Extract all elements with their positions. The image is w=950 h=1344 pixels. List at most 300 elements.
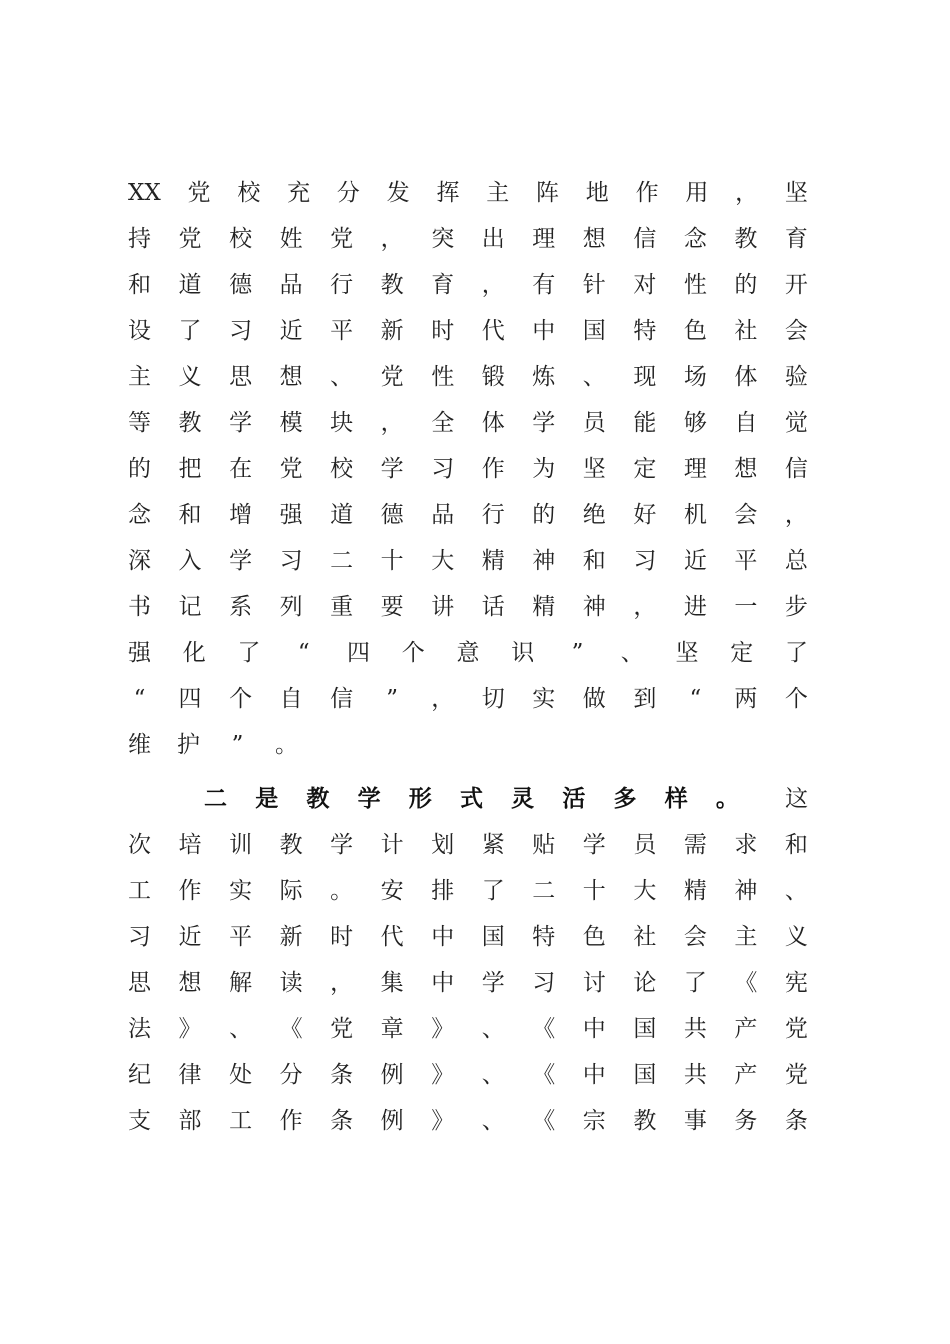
- text-char: 读: [279, 970, 303, 996]
- text-char: 书: [128, 594, 151, 620]
- text-char: 工: [229, 1108, 253, 1134]
- text-char: 开: [784, 272, 808, 298]
- text-char: 列: [279, 594, 303, 620]
- text-line: [128, 308, 808, 354]
- text-char: 习: [128, 924, 151, 950]
- text-char: 宪: [784, 970, 808, 996]
- text-char: 特: [633, 318, 657, 344]
- text-char: 想: [734, 456, 758, 482]
- text-char: 需: [683, 832, 707, 858]
- text-char: 中: [431, 970, 455, 996]
- text-char: 的: [532, 502, 556, 528]
- text-line: [128, 630, 808, 676]
- text-char: 中: [532, 318, 556, 344]
- text-char: 念: [128, 502, 151, 528]
- text-char: 事: [683, 1108, 707, 1134]
- text-char: 为: [532, 456, 556, 482]
- heading-char: 式: [459, 785, 483, 812]
- text-char: 学: [582, 832, 606, 858]
- text-char: 地: [585, 180, 609, 206]
- text-char: 校: [330, 456, 354, 482]
- text-char: 十: [582, 878, 606, 904]
- text-char: 讨: [582, 970, 606, 996]
- text-char: 育: [784, 226, 808, 252]
- text-char: 作: [635, 180, 659, 206]
- text-char: 锻: [481, 364, 505, 390]
- text-char: 中: [431, 924, 455, 950]
- text-char: 把: [178, 456, 202, 482]
- text-char: 四: [178, 686, 202, 712]
- text-char: 性: [683, 272, 707, 298]
- text-char: 习: [431, 456, 455, 482]
- text-char: 学: [481, 970, 505, 996]
- heading-char: 活: [562, 785, 586, 812]
- text-char: 时: [330, 924, 354, 950]
- text-char: XX: [128, 180, 161, 206]
- text-char: 例: [380, 1108, 404, 1134]
- text-char: 教: [633, 1108, 657, 1134]
- text-char: 切: [481, 686, 505, 712]
- text-line: [128, 446, 808, 492]
- text-char: 深: [128, 548, 151, 574]
- text-char: 针: [582, 272, 606, 298]
- text-char: 定: [730, 640, 754, 666]
- text-char: 姓: [279, 226, 303, 252]
- text-char: 识: [511, 640, 535, 666]
- text-char: 步: [784, 594, 808, 620]
- text-char: 党: [178, 226, 202, 252]
- text-char: 要: [380, 594, 404, 620]
- text-line: [128, 1006, 808, 1052]
- text-char: 全: [431, 410, 455, 436]
- text-char: 、: [582, 364, 606, 390]
- text-char: 、: [481, 1108, 505, 1134]
- text-char: 坚: [784, 180, 808, 206]
- heading-char: 样: [664, 785, 688, 812]
- text-char: 条: [330, 1062, 354, 1088]
- text-char: 。: [275, 732, 298, 758]
- text-char: 中: [582, 1062, 606, 1088]
- text-char: 新: [380, 318, 404, 344]
- text-char: 信: [330, 686, 354, 712]
- text-char: 个: [401, 640, 425, 666]
- text-char: 德: [229, 272, 253, 298]
- heading-char: 灵: [511, 785, 535, 812]
- text-char: 主: [128, 364, 151, 390]
- text-char: 员: [582, 410, 606, 436]
- text-char: 觉: [784, 410, 808, 436]
- text-char: 条: [784, 1108, 808, 1134]
- text-char: 系: [229, 594, 253, 620]
- text-char: 在: [229, 456, 253, 482]
- text-char: 化: [182, 640, 206, 666]
- text-char: 十: [380, 548, 404, 574]
- text-char: 党: [330, 226, 354, 252]
- text-char: 作: [178, 878, 202, 904]
- text-char: 、: [620, 640, 644, 666]
- text-char: 思: [128, 970, 151, 996]
- text-char: 强: [279, 502, 303, 528]
- text-char: 》: [431, 1108, 455, 1134]
- text-char: 习: [229, 318, 253, 344]
- text-char: 念: [683, 226, 707, 252]
- text-char: 产: [734, 1016, 758, 1042]
- text-char: 理: [532, 226, 556, 252]
- text-char: 法: [128, 1016, 151, 1042]
- text-char: 习: [532, 970, 556, 996]
- text-char: 》: [431, 1016, 455, 1042]
- text-char: 阵: [536, 180, 559, 206]
- text-char: 排: [431, 878, 455, 904]
- text-char: 》: [431, 1062, 455, 1088]
- text-char: 《: [532, 1062, 556, 1088]
- heading-char: 形: [408, 785, 432, 812]
- heading-continuation: 这: [785, 786, 808, 812]
- text-char: 能: [633, 410, 657, 436]
- text-char: 性: [431, 364, 455, 390]
- text-char: 想: [582, 226, 606, 252]
- text-line: [128, 1098, 808, 1144]
- text-char: 和: [582, 548, 606, 574]
- text-char: 坚: [675, 640, 699, 666]
- text-char: 近: [178, 924, 202, 950]
- text-char: 、: [481, 1016, 505, 1042]
- text-char: 行: [481, 502, 505, 528]
- text-char: 社: [734, 318, 758, 344]
- text-char: 党: [187, 180, 211, 206]
- text-char: ，: [380, 226, 404, 252]
- heading-char: 学: [357, 785, 381, 812]
- text-char: 维: [128, 732, 151, 758]
- text-line: [128, 822, 808, 868]
- text-char: 和: [128, 272, 151, 298]
- text-char: 安: [380, 878, 404, 904]
- text-line: [128, 216, 808, 262]
- text-char: 义: [178, 364, 202, 390]
- text-char: 、: [229, 1016, 253, 1042]
- text-char: 德: [380, 502, 404, 528]
- text-char: 党: [330, 1016, 354, 1042]
- text-char: 用: [685, 180, 709, 206]
- text-char: 处: [229, 1062, 253, 1088]
- text-char: 划: [431, 832, 455, 858]
- text-char: ”: [386, 686, 399, 712]
- text-char: 章: [380, 1016, 404, 1042]
- text-line: [128, 676, 808, 722]
- text-line: [128, 584, 808, 630]
- text-char: 出: [481, 226, 505, 252]
- text-char: 《: [532, 1108, 556, 1134]
- text-char: 坚: [582, 456, 606, 482]
- text-char: 共: [683, 1062, 707, 1088]
- text-char: 集: [380, 970, 404, 996]
- text-char: 分: [279, 1062, 303, 1088]
- text-char: 校: [229, 226, 253, 252]
- text-char: ，: [380, 410, 404, 436]
- text-char: 社: [633, 924, 657, 950]
- text-char: 好: [633, 502, 657, 528]
- text-char: 义: [784, 924, 808, 950]
- text-char: 色: [582, 924, 606, 950]
- text-char: 务: [734, 1108, 758, 1134]
- text-char: 次: [128, 832, 151, 858]
- text-char: 设: [128, 318, 151, 344]
- text-char: 一: [734, 594, 758, 620]
- text-char: 贴: [532, 832, 556, 858]
- text-char: 学: [229, 410, 253, 436]
- text-char: 紧: [481, 832, 505, 858]
- text-char: 品: [279, 272, 303, 298]
- text-char: 定: [633, 456, 657, 482]
- text-char: 作: [279, 1108, 303, 1134]
- heading-char: 多: [613, 785, 637, 812]
- text-char: 现: [633, 364, 657, 390]
- text-char: 实: [229, 878, 253, 904]
- text-char: 模: [279, 410, 303, 436]
- text-char: 场: [683, 364, 707, 390]
- text-char: 平: [330, 318, 354, 344]
- text-char: 习: [279, 548, 303, 574]
- heading-char: 。: [715, 785, 739, 812]
- text-char: 作: [481, 456, 505, 482]
- text-char: 新: [279, 924, 303, 950]
- text-char: 培: [178, 832, 202, 858]
- text-char: 色: [683, 318, 707, 344]
- text-char: 充: [287, 180, 311, 206]
- text-char: 想: [279, 364, 303, 390]
- text-line: [128, 914, 808, 960]
- text-char: 神: [582, 594, 606, 620]
- text-char: 品: [431, 502, 455, 528]
- text-char: 共: [683, 1016, 707, 1042]
- text-char: 教: [734, 226, 758, 252]
- text-line: [128, 868, 808, 914]
- text-char: 主: [734, 924, 758, 950]
- text-char: 际: [279, 878, 303, 904]
- text-char: “: [689, 686, 702, 712]
- text-char: 个: [784, 686, 808, 712]
- text-char: 炼: [532, 364, 556, 390]
- heading-char: 二: [204, 785, 227, 812]
- text-char: 护: [177, 732, 200, 758]
- text-char: 做: [582, 686, 606, 712]
- text-char: 党: [784, 1016, 808, 1042]
- text-char: 行: [330, 272, 354, 298]
- text-char: 发: [386, 180, 410, 206]
- text-char: 增: [229, 502, 253, 528]
- text-line: [128, 960, 808, 1006]
- text-char: 挥: [436, 180, 460, 206]
- text-char: 近: [279, 318, 303, 344]
- text-char: 产: [734, 1062, 758, 1088]
- text-char: 、: [481, 1062, 505, 1088]
- text-char: 工: [128, 878, 151, 904]
- text-char: 了: [237, 640, 261, 666]
- text-char: 意: [456, 640, 480, 666]
- text-char: 了: [178, 318, 202, 344]
- text-char: 讲: [431, 594, 455, 620]
- text-char: 学: [229, 548, 253, 574]
- text-char: 条: [330, 1108, 354, 1134]
- text-char: 主: [486, 180, 510, 206]
- text-char: 想: [178, 970, 202, 996]
- text-char: 员: [633, 832, 657, 858]
- text-char: 神: [532, 548, 556, 574]
- text-char: 学: [330, 832, 354, 858]
- text-char: 会: [784, 318, 808, 344]
- text-char: ，: [431, 686, 455, 712]
- text-char: 二: [330, 548, 354, 574]
- text-char: 国: [633, 1062, 657, 1088]
- text-char: 了: [683, 970, 707, 996]
- text-char: 分: [336, 180, 360, 206]
- section-heading: [204, 776, 739, 822]
- text-char: 》: [178, 1016, 202, 1042]
- text-char: 求: [734, 832, 758, 858]
- text-char: 代: [481, 318, 505, 344]
- text-line: [128, 354, 808, 400]
- text-char: 例: [380, 1062, 404, 1088]
- text-line: [128, 400, 808, 446]
- text-char: 代: [380, 924, 404, 950]
- text-char: “: [297, 640, 310, 666]
- text-char: 解: [229, 970, 253, 996]
- paragraph-2-first-line: [204, 776, 808, 822]
- heading-char: 是: [255, 785, 279, 812]
- text-char: 党: [784, 1062, 808, 1088]
- text-char: 国: [481, 924, 505, 950]
- text-char: ”: [231, 732, 244, 758]
- text-char: 国: [582, 318, 606, 344]
- text-char: 自: [279, 686, 303, 712]
- text-char: 时: [431, 318, 455, 344]
- text-char: 体: [481, 410, 505, 436]
- text-char: 部: [178, 1108, 202, 1134]
- text-char: 中: [582, 1016, 606, 1042]
- text-char: 道: [178, 272, 202, 298]
- text-char: 等: [128, 410, 151, 436]
- text-char: 信: [633, 226, 657, 252]
- text-char: 计: [380, 832, 404, 858]
- text-char: ，: [633, 594, 657, 620]
- text-line: [128, 170, 808, 216]
- text-char: 宗: [582, 1108, 606, 1134]
- text-char: 近: [683, 548, 707, 574]
- text-char: 自: [734, 410, 758, 436]
- text-char: 进: [683, 594, 707, 620]
- text-char: 教: [178, 410, 202, 436]
- text-char: 的: [128, 456, 151, 482]
- text-char: 会: [734, 502, 758, 528]
- text-char: 道: [330, 502, 354, 528]
- text-char: 机: [683, 502, 707, 528]
- text-char: 思: [229, 364, 253, 390]
- text-char: 和: [178, 502, 202, 528]
- text-char: 两: [734, 686, 758, 712]
- text-char: 教: [279, 832, 303, 858]
- text-char: ”: [571, 640, 584, 666]
- text-char: 强: [128, 640, 151, 666]
- text-line: [128, 262, 808, 308]
- text-char: 平: [734, 548, 758, 574]
- text-char: 《: [532, 1016, 556, 1042]
- heading-char: 教: [306, 785, 330, 812]
- text-char: 了: [481, 878, 505, 904]
- text-char: 学: [532, 410, 556, 436]
- text-char: 国: [633, 1016, 657, 1042]
- text-char: 理: [683, 456, 707, 482]
- text-char: 突: [431, 226, 455, 252]
- text-char: 和: [784, 832, 808, 858]
- text-char: 党: [380, 364, 404, 390]
- text-line: [128, 1052, 808, 1098]
- text-char: ，: [330, 970, 354, 996]
- text-char: 的: [734, 272, 758, 298]
- text-char: 训: [229, 832, 253, 858]
- text-char: 《: [279, 1016, 303, 1042]
- text-char: 总: [784, 548, 808, 574]
- text-char: 入: [178, 548, 202, 574]
- text-char: 持: [128, 226, 151, 252]
- text-char: 记: [178, 594, 202, 620]
- text-char: 了: [785, 640, 808, 666]
- text-char: 绝: [582, 502, 606, 528]
- text-char: 教: [380, 272, 404, 298]
- text-char: 四: [347, 640, 370, 666]
- text-char: 信: [784, 456, 808, 482]
- text-char: 够: [683, 410, 707, 436]
- text-char: 大: [431, 548, 455, 574]
- text-char: 《: [734, 970, 758, 996]
- text-char: 实: [532, 686, 556, 712]
- text-char: 会: [683, 924, 707, 950]
- text-char: 育: [431, 272, 455, 298]
- text-char: 大: [633, 878, 657, 904]
- text-line: [128, 538, 808, 584]
- text-char: 精: [481, 548, 505, 574]
- text-char: 二: [532, 878, 556, 904]
- text-line: [128, 722, 808, 768]
- text-char: 、: [784, 878, 808, 904]
- text-char: 校: [237, 180, 261, 206]
- text-char: 对: [633, 272, 657, 298]
- text-char: 块: [330, 410, 354, 436]
- text-char: ，: [481, 272, 505, 298]
- text-char: 话: [481, 594, 505, 620]
- text-char: 纪: [128, 1062, 151, 1088]
- text-char: 。: [330, 878, 354, 904]
- text-char: 个: [229, 686, 253, 712]
- text-char: 重: [330, 594, 354, 620]
- text-char: 、: [330, 364, 354, 390]
- text-char: 有: [532, 272, 556, 298]
- text-char: 特: [532, 924, 556, 950]
- text-char: ，: [784, 502, 808, 528]
- text-char: ，: [735, 180, 759, 206]
- text-char: 精: [532, 594, 556, 620]
- text-char: 支: [128, 1108, 151, 1134]
- text-line: [128, 492, 808, 538]
- text-char: 论: [633, 970, 657, 996]
- text-char: 平: [229, 924, 253, 950]
- text-char: 习: [633, 548, 657, 574]
- text-char: 验: [784, 364, 808, 390]
- text-char: 神: [734, 878, 758, 904]
- text-char: 到: [633, 686, 657, 712]
- text-char: 精: [683, 878, 707, 904]
- text-char: 体: [734, 364, 758, 390]
- text-char: 学: [380, 456, 404, 482]
